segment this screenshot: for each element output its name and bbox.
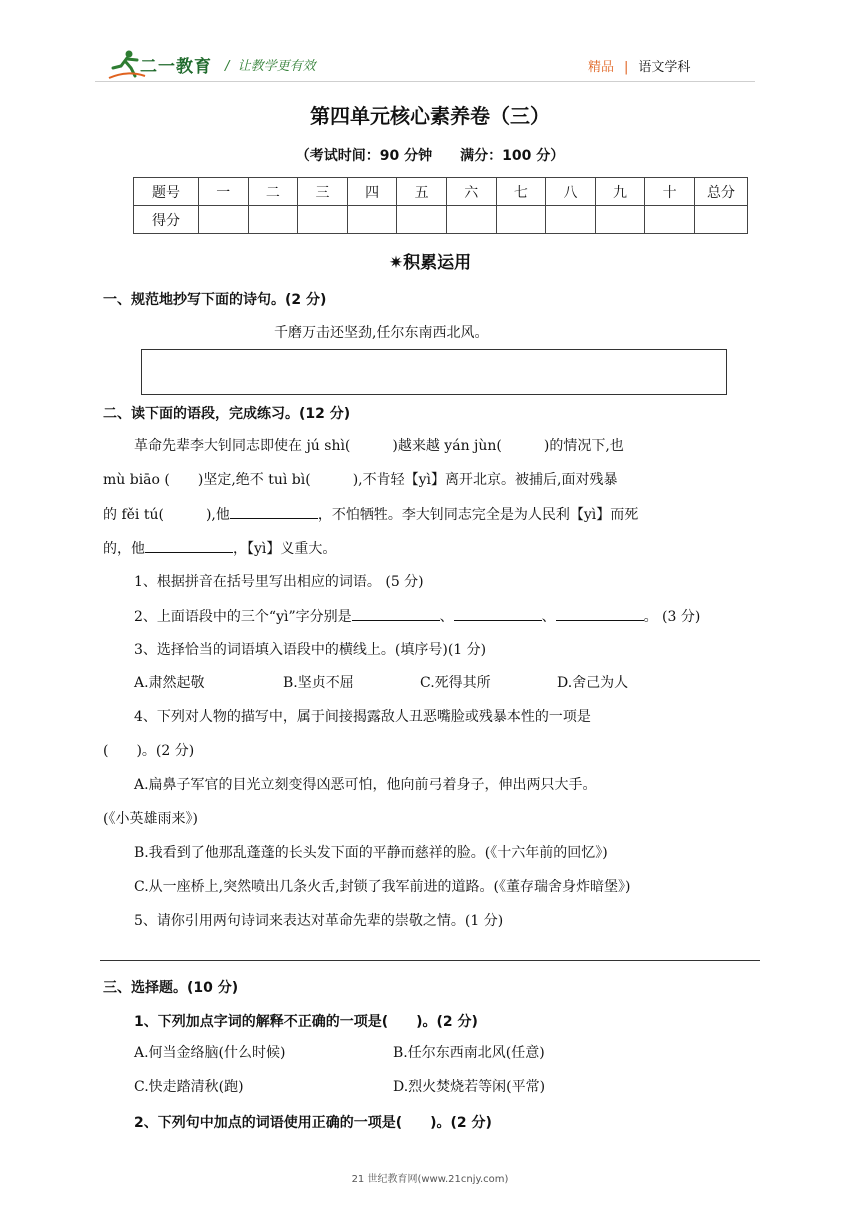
- table-cell: 总分: [695, 178, 748, 206]
- q3-sub-question-2: 2、下列句中加点的词语使用正确的一项是( )。(2 分): [134, 1115, 492, 1131]
- header-right: [588, 56, 690, 75]
- q3-sub1-option-a: A.何当金络脑(什么时候): [134, 1045, 286, 1061]
- table-cell: 二: [248, 178, 298, 206]
- sub-question-4: 4、下列对人物的描写中，属于间接揭露敌人丑恶嘴脸或残暴本性的一项是: [134, 709, 591, 725]
- table-cell: 得分: [134, 206, 199, 234]
- page-footer: 21 世纪教育网(www.21cnjy.com): [351, 1174, 509, 1185]
- score-input-cell[interactable]: [645, 206, 695, 234]
- q3-sub1-option-b: B.任尔东西南北风(任意): [393, 1045, 545, 1061]
- score-input-cell[interactable]: [298, 206, 348, 234]
- table-cell: 六: [446, 178, 496, 206]
- sub-question-4-option-c: C.从一座桥上,突然喷出几条火舌,封锁了我军前进的道路。(《董存瑞舍身炸暗堡》): [134, 879, 631, 895]
- sub-question-4-option-a: A.扁鼻子军官的目光立刻变得凶恶可怕，他向前弓着身子，伸出两只大手。: [134, 777, 597, 793]
- score-input-cell[interactable]: [546, 206, 596, 234]
- sub-question-4-option-b: B.我看到了他那乱蓬蓬的长头发下面的平静而慈祥的脸。(《十六年前的回忆》): [134, 845, 608, 861]
- sub-question-3-option-a: A.肃然起敬: [134, 675, 205, 691]
- sub-question-3: 3、选择恰当的词语填入语段中的横线上。(填序号)(1 分): [134, 642, 487, 658]
- score-input-cell[interactable]: [199, 206, 249, 234]
- table-cell: 一: [199, 178, 249, 206]
- score-table-header-row: [134, 178, 748, 206]
- table-cell: 七: [496, 178, 546, 206]
- q3-sub1-option-c: C.快走踏清秋(跑): [134, 1079, 244, 1095]
- logo-text: 二一教育: [140, 57, 212, 77]
- passage-line-1: 革命先辈李大钊同志即使在 jú shì( )越来越 yán jùn( )的情况下,也: [134, 438, 624, 454]
- score-table: [133, 177, 748, 234]
- q3-sub-question-1: 1、下列加点字词的解释不正确的一项是( )。(2 分): [134, 1014, 478, 1030]
- table-cell: 九: [595, 178, 645, 206]
- question-1-heading: 一、规范地抄写下面的诗句。(2 分): [103, 292, 327, 308]
- table-cell: 四: [347, 178, 397, 206]
- copy-answer-box[interactable]: [141, 349, 727, 395]
- section-heading: ✷积累运用: [388, 253, 472, 273]
- sub-question-3-option-d: D.舍己为人: [557, 675, 629, 691]
- sub-question-5: 5、请你引用两句诗词来表达对革命先辈的崇敬之情。(1 分): [134, 913, 504, 929]
- sub-question-1: 1、根据拼音在括号里写出相应的词语。 (5 分): [134, 574, 424, 590]
- question-2-heading: 二、读下面的语段，完成练习。(12 分): [103, 406, 351, 422]
- table-cell: 五: [397, 178, 447, 206]
- header-separator: |: [624, 60, 629, 75]
- table-cell: 十: [645, 178, 695, 206]
- sub-question-3-option-b: B.坚贞不屈: [283, 675, 354, 691]
- jingpin-label: 精品: [588, 60, 615, 75]
- score-input-cell[interactable]: [446, 206, 496, 234]
- score-table-score-row: [134, 206, 748, 234]
- question-3-heading: 三、选择题。(10 分): [103, 980, 239, 996]
- section-divider: [100, 960, 760, 961]
- answer-blank[interactable]: [454, 606, 542, 621]
- passage-line-4: 的，他 ，【yì】义重大。: [103, 538, 336, 559]
- q3-sub1-option-d: D.烈火焚烧若等闲(平常): [393, 1079, 546, 1095]
- sub-question-4-paren: ( )。(2 分): [103, 743, 195, 759]
- answer-blank[interactable]: [230, 504, 318, 519]
- page-title: 第四单元核心素养卷（三）: [310, 104, 550, 128]
- sub-question-2: 2、上面语段中的三个“yì”字分别是 、 、 。 (3 分): [134, 606, 700, 627]
- subject-label: 语文学科: [638, 60, 691, 75]
- score-input-cell[interactable]: [347, 206, 397, 234]
- poem-line: 千磨万击还坚劲,任尔东南西北风。: [274, 325, 489, 341]
- header-divider: [95, 81, 755, 82]
- score-input-cell[interactable]: [248, 206, 298, 234]
- passage-line-2: mù biāo ( )坚定,绝不 tuì bì( ),不肯轻【yì】离开北京。被捕后,面对残暴: [103, 472, 618, 488]
- answer-blank[interactable]: [352, 606, 440, 621]
- score-input-cell[interactable]: [496, 206, 546, 234]
- sub-question-3-option-c: C.死得其所: [420, 675, 491, 691]
- score-input-cell[interactable]: [695, 206, 748, 234]
- passage-line-3: 的 fěi tú( ),他 ，不怕牺牲。李大钊同志完全是为人民利【yì】而死: [103, 504, 638, 525]
- sub-question-4-option-a-source: (《小英雄雨来》): [103, 811, 198, 827]
- score-input-cell[interactable]: [397, 206, 447, 234]
- score-input-cell[interactable]: [595, 206, 645, 234]
- table-cell: 题号: [134, 178, 199, 206]
- slogan: / 让教学更有效: [225, 59, 316, 74]
- answer-blank[interactable]: [556, 606, 644, 621]
- table-cell: 八: [546, 178, 596, 206]
- answer-blank[interactable]: [145, 538, 233, 553]
- exam-info: （考试时间：90 分钟 满分：100 分）: [295, 148, 565, 164]
- table-cell: 三: [298, 178, 348, 206]
